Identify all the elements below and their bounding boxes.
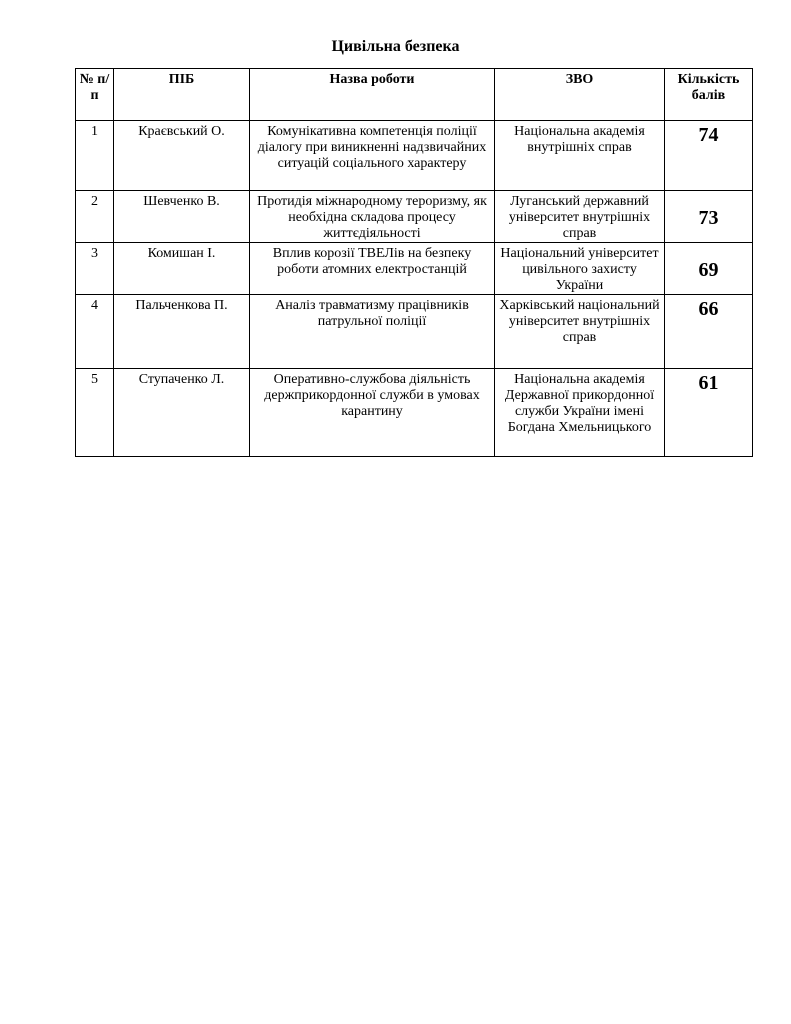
cell-num: 4 bbox=[76, 295, 114, 369]
table-row bbox=[76, 191, 753, 243]
cell-score: 69 bbox=[665, 243, 753, 295]
table-row bbox=[76, 295, 753, 369]
cell-name: Комишан І. bbox=[114, 243, 250, 295]
cell-name: Краєвський О. bbox=[114, 121, 250, 191]
header-work: Назва роботи bbox=[250, 69, 495, 121]
cell-work: Комунікативна компетенція поліції діалогу при виникненні надзвичайних ситуацій соціального характеру bbox=[250, 121, 495, 191]
cell-name: Ступаченко Л. bbox=[114, 369, 250, 457]
cell-score: 73 bbox=[665, 191, 753, 243]
header-institution: ЗВО bbox=[495, 69, 665, 121]
cell-institution: Національна академія внутрішніх справ bbox=[495, 121, 665, 191]
cell-institution: Луганський державний університет внутрішніх справ bbox=[495, 191, 665, 243]
cell-num: 2 bbox=[76, 191, 114, 243]
cell-work: Аналіз травматизму працівників патрульної поліції bbox=[250, 295, 495, 369]
cell-work: Оперативно-службова діяльність держприкордонної служби в умовах карантину bbox=[250, 369, 495, 457]
header-num: № п/п bbox=[76, 69, 114, 121]
cell-num: 5 bbox=[76, 369, 114, 457]
page-title: Цивільна безпека bbox=[331, 38, 460, 55]
cell-score: 66 bbox=[665, 295, 753, 369]
results-table bbox=[75, 68, 753, 457]
header-score: Кількість балів bbox=[665, 69, 753, 121]
table-header-row bbox=[76, 69, 753, 121]
cell-name: Шевченко В. bbox=[114, 191, 250, 243]
cell-work: Протидія міжнародному тероризму, як необхідна складова процесу життєдіяльності bbox=[250, 191, 495, 243]
cell-score: 61 bbox=[665, 369, 753, 457]
table-row bbox=[76, 121, 753, 191]
table-row bbox=[76, 369, 753, 457]
cell-institution: Національний університет цивільного захисту України bbox=[495, 243, 665, 295]
cell-institution: Національна академія Державної прикордонної служби України імені Богдана Хмельницького bbox=[495, 369, 665, 457]
header-name: ПІБ bbox=[114, 69, 250, 121]
cell-score: 74 bbox=[665, 121, 753, 191]
cell-work: Вплив корозії ТВЕЛів на безпеку роботи атомних електростанцій bbox=[250, 243, 495, 295]
cell-institution: Харківський національний університет внутрішніх справ bbox=[495, 295, 665, 369]
table-row bbox=[76, 243, 753, 295]
cell-num: 1 bbox=[76, 121, 114, 191]
cell-name: Пальченкова П. bbox=[114, 295, 250, 369]
cell-num: 3 bbox=[76, 243, 114, 295]
